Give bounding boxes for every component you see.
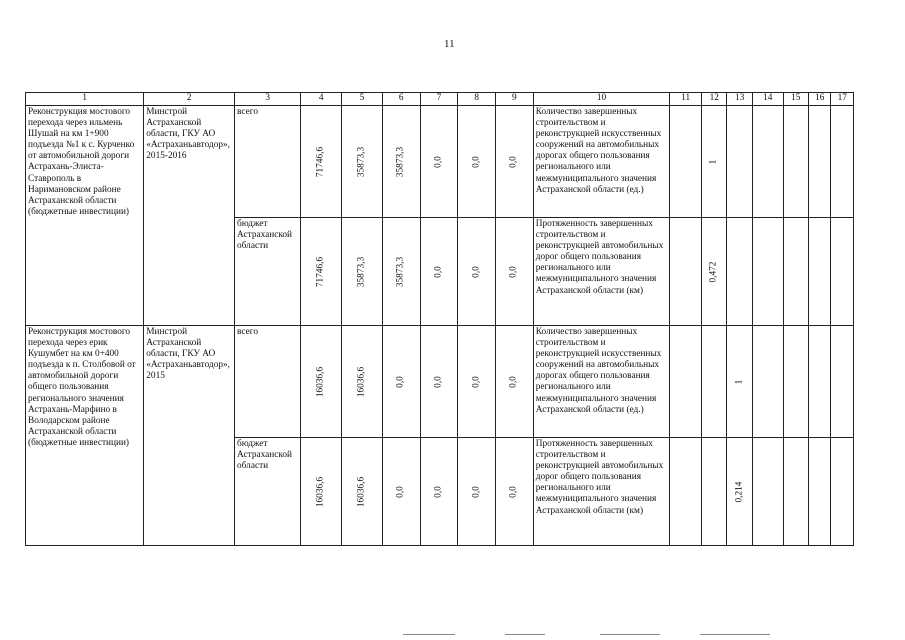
amount-cell-text: 71746,6 — [315, 256, 326, 287]
amount-cell-text: 0,0 — [395, 485, 406, 498]
amount-cell-text: 35873,3 — [395, 256, 406, 287]
amount-cell — [342, 218, 383, 326]
column-number: 5 — [342, 93, 383, 106]
project-name-cell: Реконструкция мостового перехода через ильмень Шушай на км 1+900 подъезда №1 к с. Курченко от автомобильной дороги Астрахань-Элиста-Ставрополь в Наримановском районе Астраханской области (бюджетные инвестиции) — [26, 106, 144, 326]
executor-cell: Минстрой Астраханской области, ГКУ АО «Астраханьавтодор», 2015 — [144, 326, 235, 546]
column-number: 6 — [382, 93, 420, 106]
table-row — [26, 326, 854, 438]
program-table — [25, 92, 854, 546]
target-value-cell — [701, 218, 726, 326]
amount-cell-text: 0,0 — [433, 265, 444, 278]
amount-cell — [420, 438, 458, 546]
funding-source-cell: всего — [235, 106, 301, 218]
target-value-cell — [727, 326, 752, 438]
amount-cell — [458, 218, 496, 326]
scan-artifact — [505, 634, 545, 635]
amount-cell — [301, 106, 342, 218]
amount-cell-text: 35873,3 — [356, 146, 367, 177]
executor-cell: Минстрой Астраханской области, ГКУ АО «Астраханьавтодор», 2015-2016 — [144, 106, 235, 326]
indicator-cell: Количество завершенных строительством и реконструкцией искусственных сооружений на автомобильных дорогах общего пользования регионального или межмуниципального значения Астраханской области (ед.) — [533, 106, 670, 218]
target-value-cell — [752, 326, 783, 438]
amount-cell — [420, 218, 458, 326]
amount-cell-text: 0,0 — [433, 485, 444, 498]
target-value-cell-text: 0,472 — [708, 261, 719, 282]
amount-cell — [301, 218, 342, 326]
column-number: 2 — [144, 93, 235, 106]
target-value-cell — [727, 106, 752, 218]
amount-cell-text: 35873,3 — [395, 146, 406, 177]
funding-source-cell: бюджет Астраханской области — [235, 218, 301, 326]
column-number: 4 — [301, 93, 342, 106]
target-value-cell — [783, 218, 808, 326]
column-number: 7 — [420, 93, 458, 106]
column-number: 8 — [458, 93, 496, 106]
target-value-cell — [809, 326, 831, 438]
amount-cell-text: 0,0 — [508, 265, 519, 278]
page-number: 11 — [444, 38, 455, 50]
target-value-cell — [783, 106, 808, 218]
column-number: 3 — [235, 93, 301, 106]
amount-cell — [342, 438, 383, 546]
amount-cell — [458, 106, 496, 218]
amount-cell — [420, 326, 458, 438]
column-number: 15 — [783, 93, 808, 106]
amount-cell-text: 35873,3 — [356, 256, 367, 287]
target-value-cell — [670, 438, 702, 546]
column-number: 1 — [26, 93, 144, 106]
amount-cell-text: 0,0 — [471, 485, 482, 498]
amount-cell — [342, 326, 383, 438]
target-value-cell-text: 0,214 — [734, 481, 745, 502]
header-row — [26, 93, 854, 106]
amount-cell-text: 0,0 — [433, 155, 444, 168]
amount-cell — [301, 326, 342, 438]
amount-cell-text: 16036,6 — [315, 366, 326, 397]
target-value-cell — [809, 438, 831, 546]
column-number: 12 — [701, 93, 726, 106]
target-value-cell — [809, 218, 831, 326]
target-value-cell — [783, 438, 808, 546]
amount-cell — [342, 106, 383, 218]
target-value-cell — [831, 106, 854, 218]
amount-cell-text: 0,0 — [395, 375, 406, 388]
target-value-cell — [752, 218, 783, 326]
amount-cell — [458, 326, 496, 438]
target-value-cell — [752, 438, 783, 546]
target-value-cell — [701, 106, 726, 218]
indicator-cell: Протяженность завершенных строительством и реконструкцией автомобильных дорог общего пользования регионального или межмуниципального значения Астраханской области (км) — [533, 218, 670, 326]
amount-cell-text: 0,0 — [433, 375, 444, 388]
target-value-cell — [783, 326, 808, 438]
amount-cell-text: 0,0 — [471, 265, 482, 278]
amount-cell-text: 0,0 — [508, 485, 519, 498]
target-value-cell — [831, 326, 854, 438]
scan-artifact — [600, 634, 660, 635]
target-value-cell — [831, 218, 854, 326]
amount-cell-text: 0,0 — [508, 155, 519, 168]
amount-cell — [496, 218, 534, 326]
amount-cell-text: 16036,6 — [356, 366, 367, 397]
target-value-cell-text: 1 — [734, 379, 745, 384]
column-number: 16 — [809, 93, 831, 106]
indicator-cell: Протяженность завершенных строительством и реконструкцией автомобильных дорог общего пользования регионального или межмуниципального значения Астраханской области (км) — [533, 438, 670, 546]
amount-cell-text: 0,0 — [471, 375, 482, 388]
column-number: 13 — [727, 93, 752, 106]
amount-cell-text: 71746,6 — [315, 146, 326, 177]
target-value-cell-text: 1 — [708, 159, 719, 164]
funding-source-cell: всего — [235, 326, 301, 438]
target-value-cell — [670, 218, 702, 326]
amount-cell-text: 16036,6 — [356, 476, 367, 507]
amount-cell — [301, 438, 342, 546]
column-number: 9 — [496, 93, 534, 106]
amount-cell — [496, 106, 534, 218]
funding-source-cell: бюджет Астраханской области — [235, 438, 301, 546]
column-number: 17 — [831, 93, 854, 106]
target-value-cell — [809, 106, 831, 218]
column-number: 11 — [670, 93, 702, 106]
indicator-cell: Количество завершенных строительством и реконструкцией искусственных сооружений на автомобильных дорогах общего пользования регионального или межмуниципального значения Астраханской области (ед.) — [533, 326, 670, 438]
target-value-cell — [752, 106, 783, 218]
target-value-cell — [701, 326, 726, 438]
target-value-cell — [670, 326, 702, 438]
amount-cell — [382, 326, 420, 438]
amount-cell — [496, 326, 534, 438]
project-name-cell: Реконструкция мостового перехода через ерик Кушумбет на км 0+400 подъезда к п. Столбовой от автомобильной дороги общего пользования регионального значения Астрахань-Марфино в Володарском районе Астраханской области (бюджетные инвестиции) — [26, 326, 144, 546]
target-value-cell — [831, 438, 854, 546]
amount-cell-text: 0,0 — [471, 155, 482, 168]
amount-cell — [458, 438, 496, 546]
column-number: 14 — [752, 93, 783, 106]
column-number: 10 — [533, 93, 670, 106]
target-value-cell — [727, 438, 752, 546]
scan-artifact — [700, 634, 770, 635]
amount-cell-text: 16036,6 — [315, 476, 326, 507]
amount-cell-text: 0,0 — [508, 375, 519, 388]
amount-cell — [382, 106, 420, 218]
amount-cell — [496, 438, 534, 546]
amount-cell — [420, 106, 458, 218]
target-value-cell — [701, 438, 726, 546]
amount-cell — [382, 218, 420, 326]
table-row — [26, 106, 854, 218]
amount-cell — [382, 438, 420, 546]
target-value-cell — [727, 218, 752, 326]
target-value-cell — [670, 106, 702, 218]
scan-artifact — [403, 634, 455, 635]
